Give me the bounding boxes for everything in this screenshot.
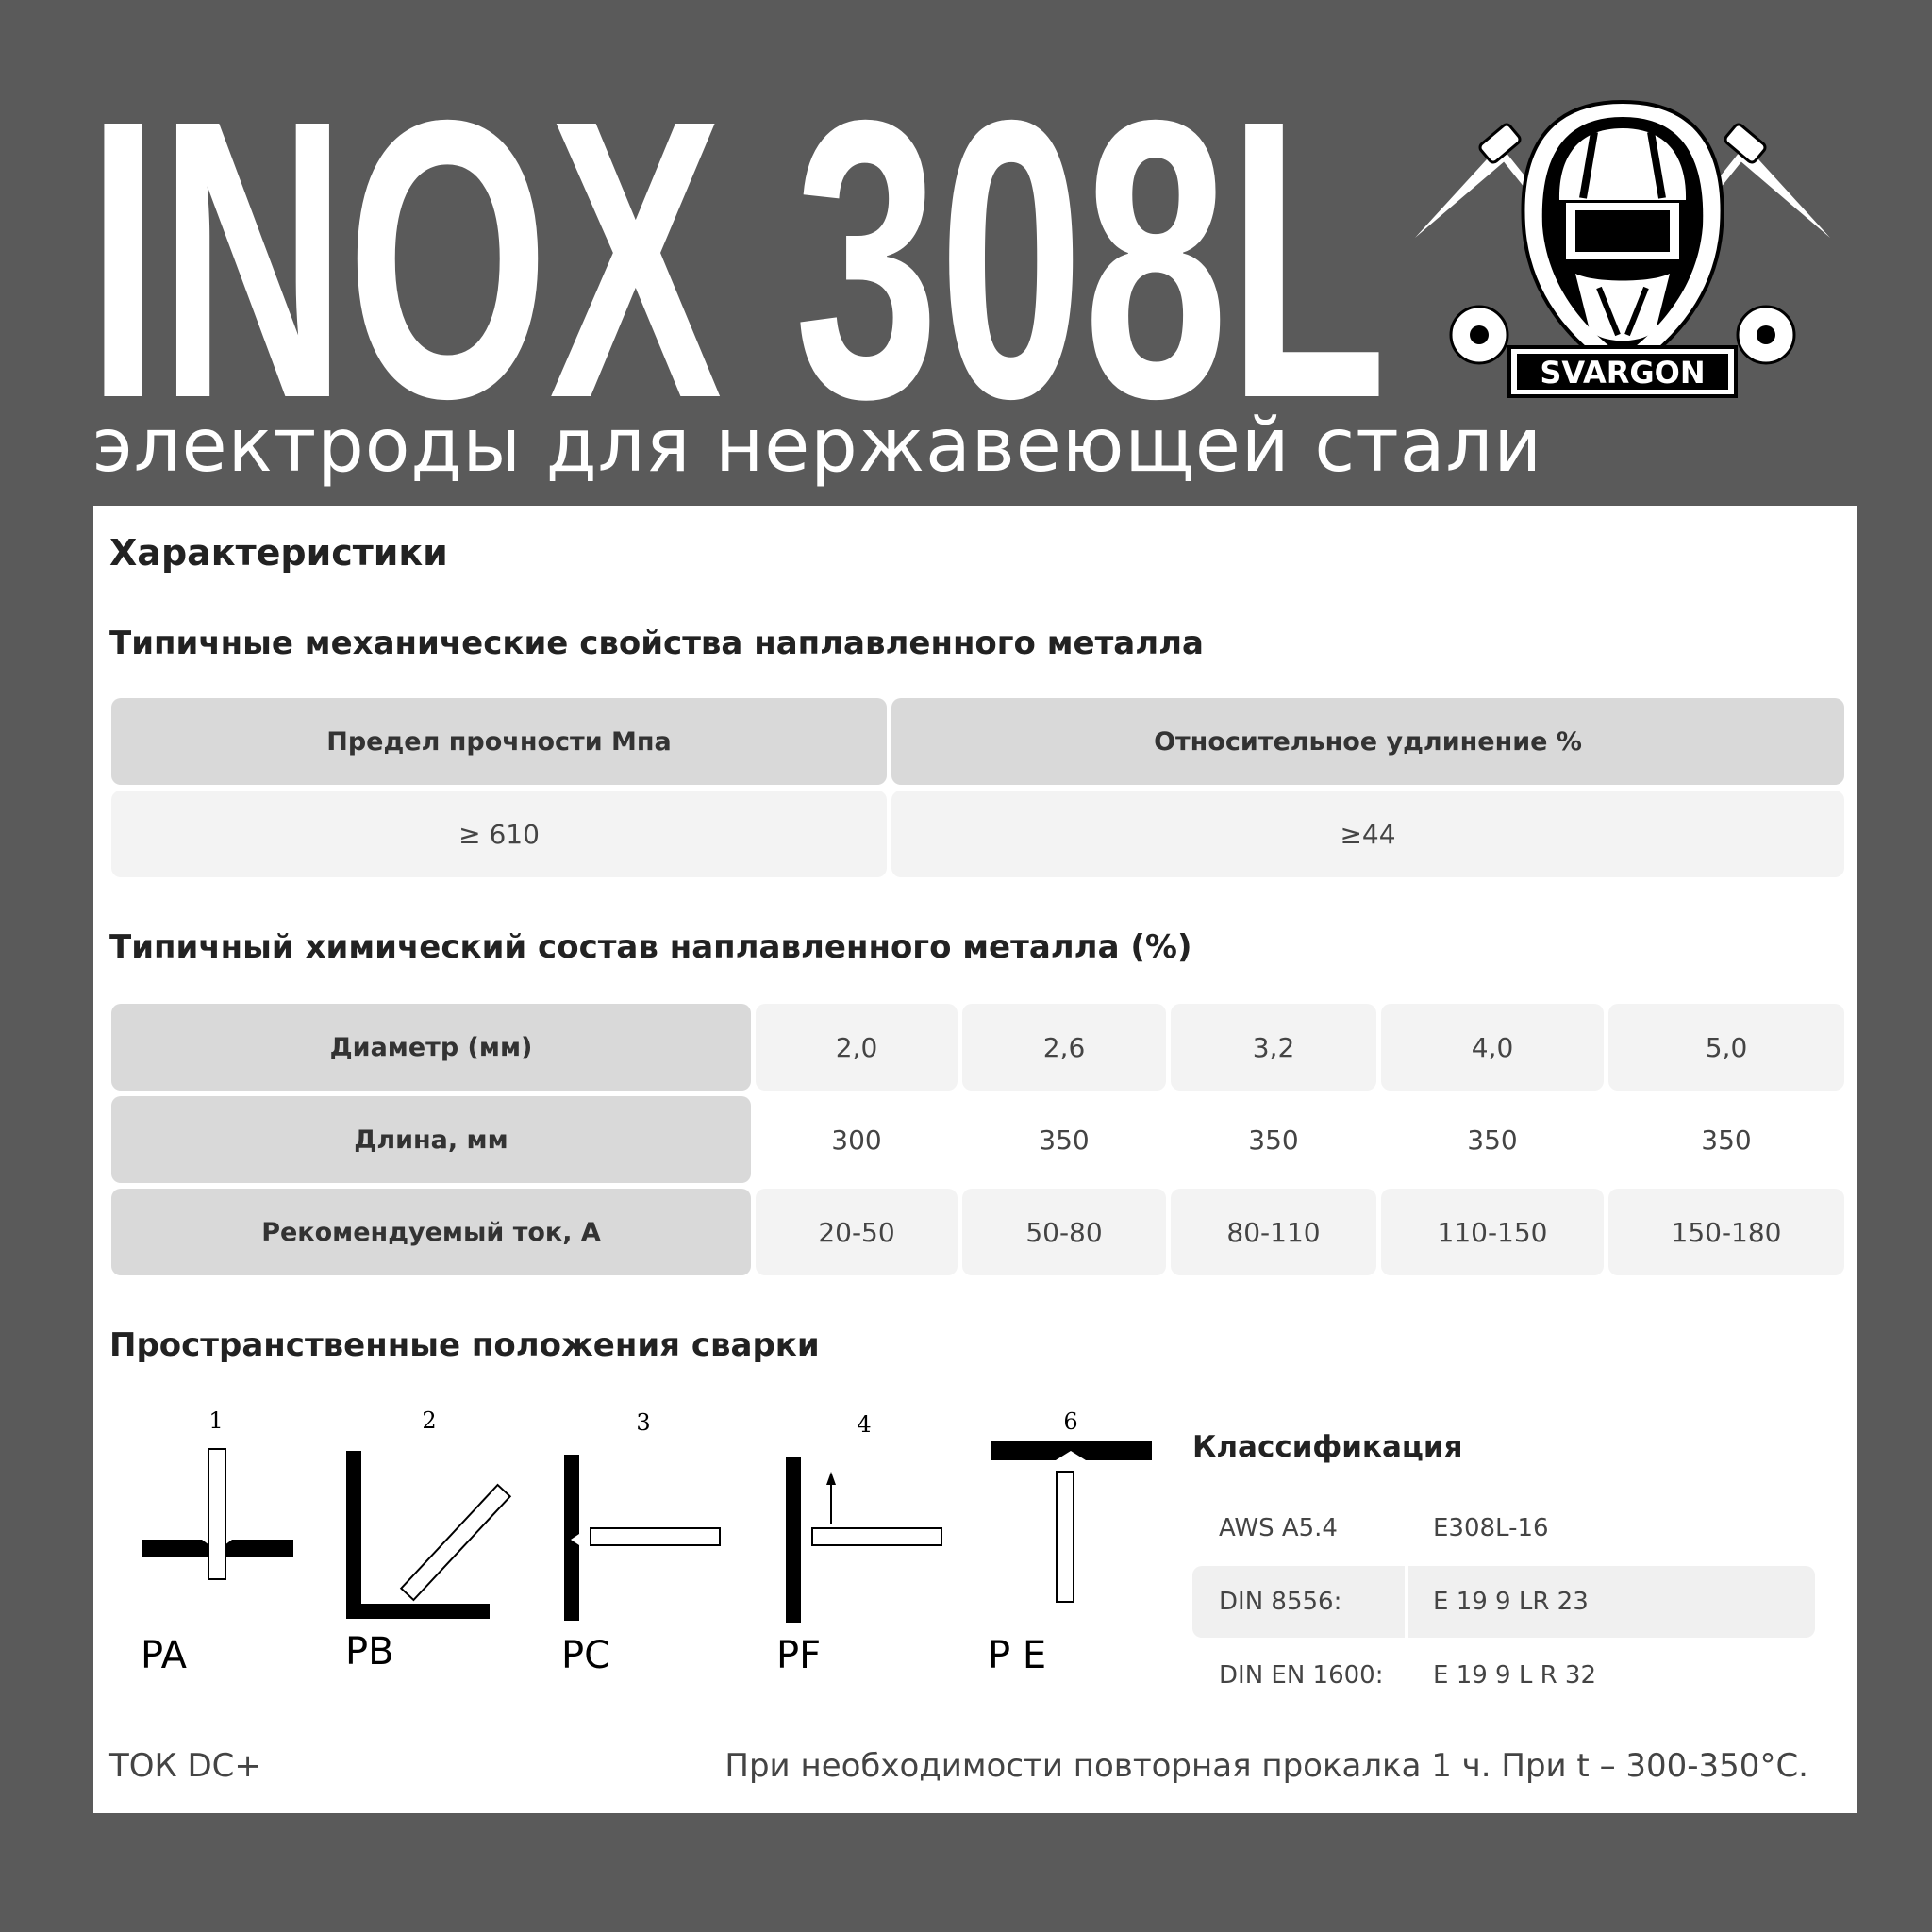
position-pb-icon: [346, 1451, 510, 1619]
baking-note: При необходимости повторная прокалка 1 ч. При t – 300-350°С.: [724, 1747, 1808, 1785]
table-cell: 2,0: [756, 1004, 958, 1091]
product-title: [87, 74, 1407, 413]
position-pa-icon: [142, 1449, 293, 1579]
classification-value: E 19 9 LR 23: [1433, 1588, 1589, 1616]
table-cell: 3,2: [1171, 1004, 1376, 1091]
mechanical-header-strength: Предел прочности Мпа: [111, 698, 887, 785]
mechanical-header-elongation: Относительное удлинение %: [891, 698, 1844, 785]
classification-standard: DIN 8556:: [1219, 1588, 1342, 1616]
chemical-heading: Типичный химический состав наплавленного металла (%): [109, 928, 1192, 966]
table-cell: 50-80: [962, 1189, 1166, 1275]
position-number-4: 4: [857, 1411, 872, 1438]
table-row-label-current: Рекомендуемый ток, А: [111, 1189, 751, 1275]
classification-row-aws: [1192, 1492, 1815, 1564]
table-row-label-length: Длина, мм: [111, 1096, 751, 1183]
current-type: ТОК DC+: [109, 1747, 261, 1785]
classification-standard: DIN EN 1600:: [1219, 1661, 1384, 1690]
table-cell: 350: [1248, 1124, 1299, 1156]
table-cell: 150-180: [1608, 1189, 1844, 1275]
table-cell: 350: [1701, 1124, 1752, 1156]
characteristics-heading: Характеристики: [109, 532, 448, 574]
table-cell: 350: [1467, 1124, 1518, 1156]
welding-helmet-crossed-torches-icon: [1406, 94, 1840, 406]
product-title-text: INOX 308L: [87, 74, 1387, 413]
position-code-pc: PC: [561, 1634, 611, 1677]
position-pe-icon: [991, 1441, 1152, 1602]
classification-row-din8556: [1192, 1566, 1815, 1638]
mechanical-value-strength: ≥ 610: [111, 791, 887, 877]
product-subtitle: электроды для нержавеющей стали: [92, 404, 1543, 489]
position-number-6: 6: [1063, 1408, 1078, 1435]
classification-row-din1600: [1192, 1640, 1815, 1711]
table-cell: 20-50: [756, 1189, 958, 1275]
position-code-pe: P E: [988, 1634, 1047, 1677]
position-code-pa: PA: [141, 1634, 187, 1677]
position-code-pf: PF: [776, 1634, 822, 1677]
position-number-1: 1: [208, 1407, 224, 1434]
table-cell: 350: [1039, 1124, 1090, 1156]
mechanical-heading: Типичные механические свойства наплавленного металла: [109, 625, 1205, 662]
table-cell: 4,0: [1381, 1004, 1604, 1091]
characteristics-panel: [93, 506, 1857, 1813]
classification-value: E308L-16: [1433, 1514, 1549, 1542]
row-divider: [1405, 1566, 1408, 1638]
logo-text: SVARGON: [1540, 355, 1706, 391]
position-number-3: 3: [636, 1409, 651, 1436]
table-cell: 5,0: [1608, 1004, 1844, 1091]
position-pc-icon: [564, 1455, 720, 1621]
mechanical-value-elongation: ≥44: [891, 791, 1844, 877]
svargon-logo: [1406, 94, 1840, 406]
position-code-pb: PB: [345, 1630, 394, 1674]
classification-value: E 19 9 L R 32: [1433, 1661, 1597, 1690]
positions-heading: Пространственные положения сварки: [109, 1326, 820, 1364]
position-number-2: 2: [422, 1407, 437, 1434]
classification-standard: AWS A5.4: [1219, 1514, 1338, 1542]
table-cell: 80-110: [1171, 1189, 1376, 1275]
table-cell: 300: [831, 1124, 882, 1156]
table-cell: 110-150: [1381, 1189, 1604, 1275]
classification-heading: Классификация: [1192, 1430, 1463, 1464]
table-cell: 2,6: [962, 1004, 1166, 1091]
position-pf-icon: [786, 1457, 941, 1623]
welding-positions-diagram: [93, 1392, 1178, 1713]
table-row-label-diameter: Диаметр (мм): [111, 1004, 751, 1091]
